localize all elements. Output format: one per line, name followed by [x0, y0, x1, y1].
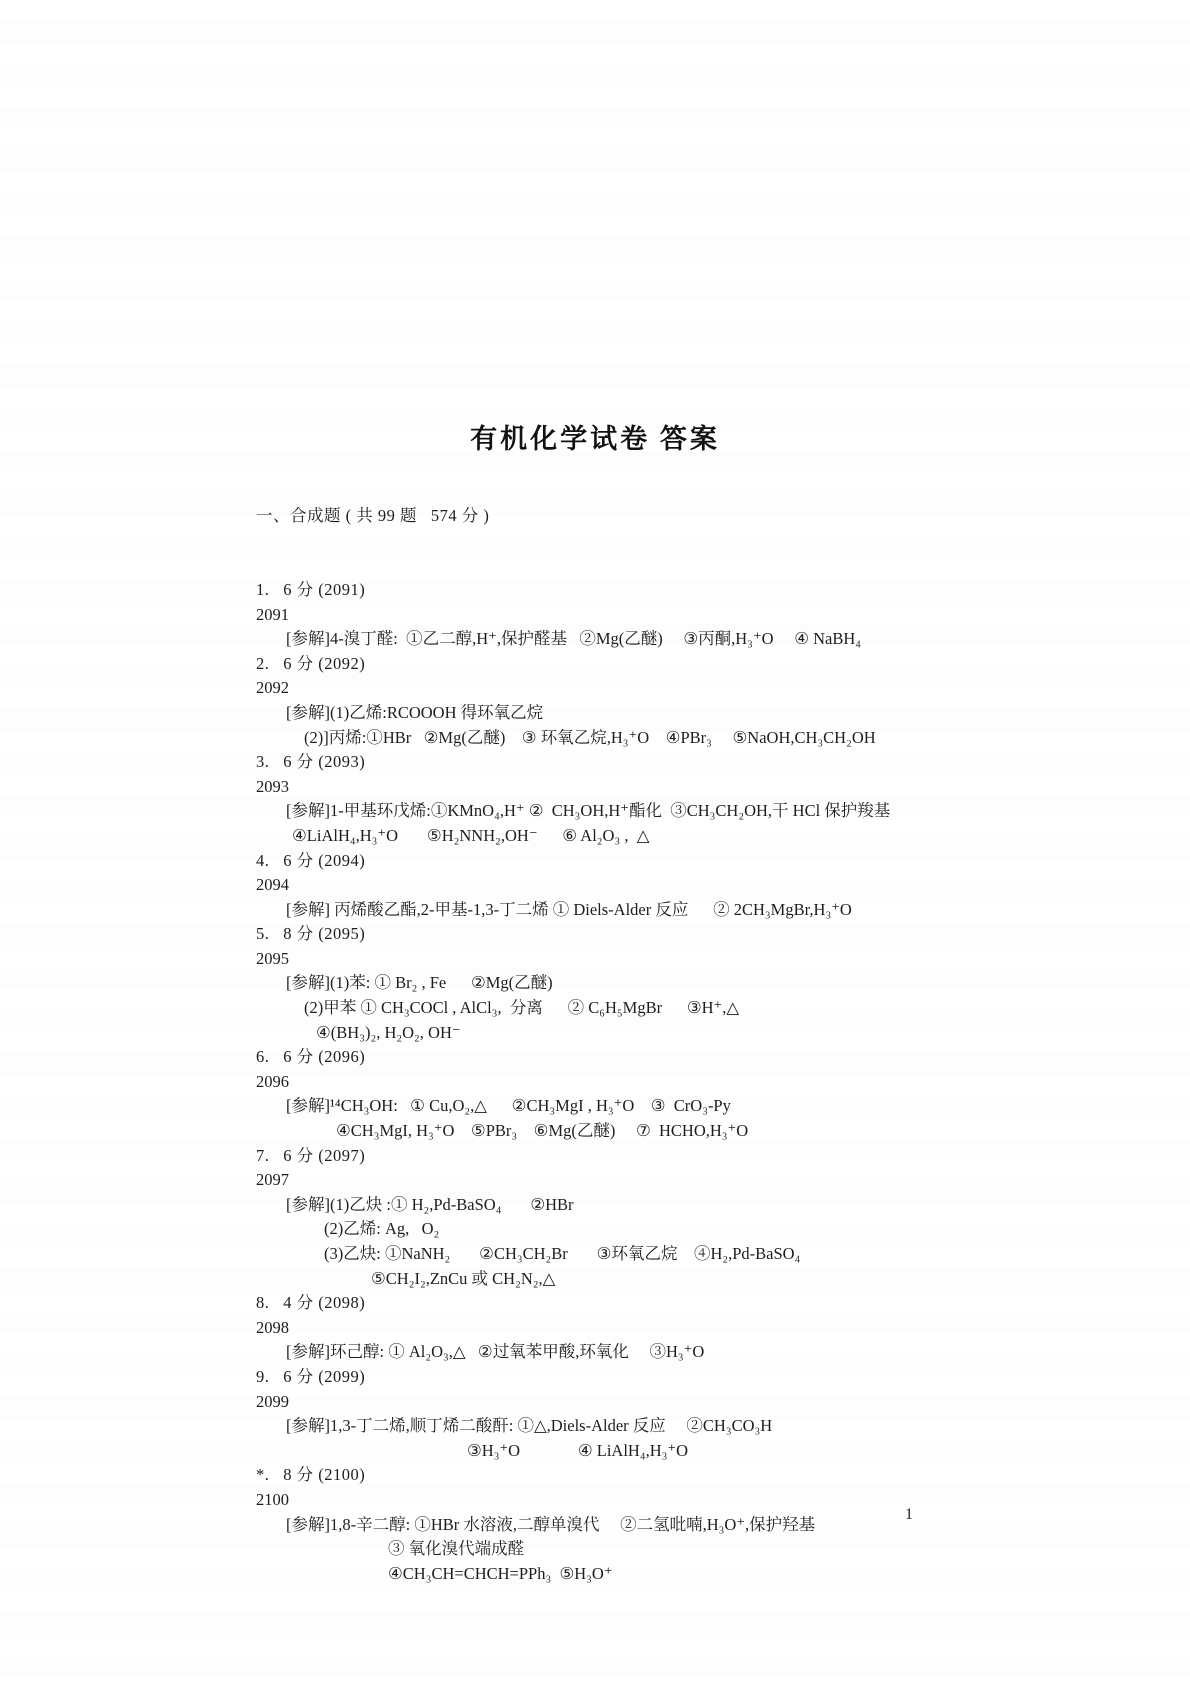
answer-line: ④(BH₃)₂, H₂O₂, OH⁻	[316, 1022, 461, 1042]
answer-line: [参解]环己醇: ① Al₂O₃,△ ②过氧苯甲酸,环氧化 ③H₃⁺O	[286, 1342, 705, 1362]
answer-line: ③ 氧化溴代端成醛	[388, 1539, 525, 1559]
answer-line: (2)甲苯 ① CH₃COCl , AlCl₃, 分离 ② C₆H₅MgBr ③H⁺,△	[304, 998, 740, 1018]
item-id: 2097	[256, 1170, 289, 1190]
answer-line: (2)]丙烯:①HBr ②Mg(乙醚) ③ 环氧乙烷,H₃⁺O ④PBr₃ ⑤NaOH,CH₃CH₂OH	[304, 727, 876, 747]
answer-line: ③H₃⁺O ④ LiAlH₄,H₃⁺O	[467, 1440, 689, 1460]
document-content	[256, 455, 1056, 1636]
page-number: 1	[905, 1506, 913, 1523]
answer-line: ④LiAlH₄,H₃⁺O ⑤H₂NNH₂,OH⁻ ⑥ Al₂O₃ , △	[292, 825, 650, 845]
item-id: 2099	[256, 1391, 289, 1411]
item-id: 2091	[256, 604, 289, 624]
answer-item	[256, 1365, 1056, 1463]
section-heading: 一、合成题 ( 共 99 题 574 分 )	[256, 506, 490, 526]
answer-item	[256, 1045, 1056, 1143]
answer-line: [参解]1-甲基环戊烯:①KMnO₄,H⁺ ② CH₃OH,H⁺酯化 ③CH₃CH₂OH,干 HCl 保护羧基	[286, 801, 891, 821]
answer-item	[256, 750, 1056, 848]
answer-item	[256, 1463, 1056, 1586]
answer-line: [参解]¹⁴CH₃OH: ① Cu,O₂,△ ②CH₃MgI , H₃⁺O ③ CrO₃-Py	[286, 1096, 731, 1116]
item-id: 2093	[256, 776, 289, 796]
item-header: 4. 6 分 (2094)	[256, 850, 366, 870]
answer-line: [参解]1,3-丁二烯,顺丁烯二酸酐: ①△,Diels-Alder 反应 ②CH₃CO₃H	[286, 1416, 773, 1436]
item-header: 2. 6 分 (2092)	[256, 653, 366, 673]
answer-item	[256, 922, 1056, 1045]
item-id: 2096	[256, 1071, 289, 1091]
item-id: 2098	[256, 1317, 289, 1337]
answer-line: [参解](1)乙烯:RCOOOH 得环氧乙烷	[286, 702, 544, 722]
answer-line: (3)乙炔: ①NaNH₂ ②CH₃CH₂Br ③环氧乙烷 ④H₂,Pd-BaSO₄	[324, 1244, 801, 1263]
answer-item	[256, 849, 1056, 923]
item-header: 8. 4 分 (2098)	[256, 1293, 366, 1313]
item-header: 5. 8 分 (2095)	[256, 924, 366, 944]
answer-line: [参解]4-溴丁醛: ①乙二醇,H⁺,保护醛基 ②Mg(乙醚) ③丙酮,H₃⁺O ④ NaBH₄	[286, 629, 862, 649]
answer-line: ④CH₃CH=CHCH=PPh₃ ⑤H₃O⁺	[388, 1563, 613, 1583]
answer-line: [参解](1)苯: ① Br₂ , Fe ②Mg(乙醚)	[286, 973, 553, 993]
item-header: 3. 6 分 (2093)	[256, 752, 366, 772]
item-id: 2095	[256, 948, 289, 968]
answer-line: [参解] 丙烯酸乙酯,2-甲基-1,3-丁二烯 ① Diels-Alder 反应 ② 2CH₃MgBr,H₃⁺O	[286, 899, 852, 919]
item-header: *. 8 分 (2100)	[256, 1465, 366, 1485]
answer-item	[256, 1144, 1056, 1292]
item-header: 7. 6 分 (2097)	[256, 1145, 366, 1165]
answer-line: [参解](1)乙炔 :① H₂,Pd-BaSO₄ ②HBr	[286, 1194, 574, 1214]
item-id: 2094	[256, 875, 289, 895]
answer-line: ⑤CH₂I₂,ZnCu 或 CH₂N₂,△	[371, 1268, 556, 1288]
answer-line: (2)乙烯: Ag, O₂	[324, 1219, 440, 1239]
answer-line: ④CH₃MgI, H₃⁺O ⑤PBr₃ ⑥Mg(乙醚) ⑦ HCHO,H₃⁺O	[336, 1121, 749, 1141]
answer-item	[256, 578, 1056, 652]
answer-line: [参解]1,8-辛二醇: ①HBr 水溶液,二醇单溴代 ②二氢吡喃,H₃O⁺,保护羟基	[286, 1514, 816, 1534]
answer-items	[256, 578, 1056, 1586]
answer-item	[256, 1291, 1056, 1365]
answer-item	[256, 652, 1056, 750]
item-header: 1. 6 分 (2091)	[256, 579, 366, 599]
item-header: 6. 6 分 (2096)	[256, 1047, 366, 1067]
item-header: 9. 6 分 (2099)	[256, 1366, 366, 1386]
item-id: 2100	[256, 1489, 289, 1509]
item-id: 2092	[256, 678, 289, 698]
document-title: 有机化学试卷 答案	[470, 424, 720, 454]
